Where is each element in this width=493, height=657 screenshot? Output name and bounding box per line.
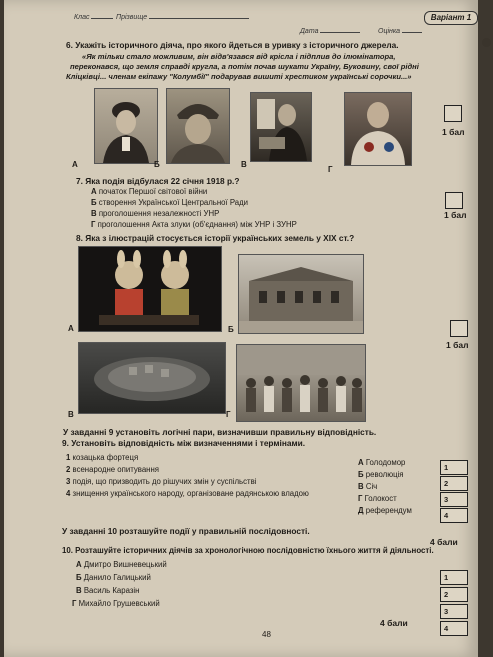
q6-label-a: А (72, 160, 78, 169)
q10-answer-grid (440, 570, 468, 642)
class-label: Клас (74, 14, 113, 21)
page-number: 48 (262, 630, 271, 639)
q10-answer-cell-1[interactable]: 1 (440, 570, 468, 585)
q9-term-e: Д референдум (358, 506, 412, 515)
q9-instruction: У завданні 9 установіть логічні пари, визначивши правильну відповідність. (63, 427, 377, 437)
q9-score: 4 бали (430, 537, 458, 547)
portrait-image-icon (167, 89, 229, 163)
q8-photo-b[interactable] (238, 254, 364, 334)
crowd-image-icon (237, 345, 365, 421)
q8-label-c: В (68, 410, 74, 419)
q7-option-b[interactable]: Б створення Української Центральної Ради (91, 198, 249, 207)
q9-term-b: Б революція (358, 470, 404, 479)
building-image-icon (239, 255, 363, 333)
q6-photo-b[interactable] (166, 88, 230, 164)
q10-option-d: Г Михайло Грушевський (72, 599, 160, 608)
q9-definition-2: 2 всенародне опитування (66, 465, 160, 474)
q6-title: 6. Укажіть історичного діяча, про якого йдеться в уривку з історичного джерела. (66, 40, 399, 50)
q9-definition-3: 3 подія, що призводить до рішучих змін у суспільстві (66, 477, 257, 486)
binder-hole (482, 38, 491, 47)
q6-photo-d[interactable] (344, 92, 412, 166)
q9-answer-cell-2[interactable]: 2 (440, 476, 468, 491)
q8-score: 1 бал (446, 340, 469, 350)
q8-photo-c[interactable] (78, 342, 226, 414)
q10-answer-cell-4[interactable]: 4 (440, 621, 468, 636)
model-image-icon (79, 343, 225, 413)
q8-photo-a[interactable] (78, 246, 222, 332)
grade-label: Оцінка (378, 28, 422, 35)
q9-answer-cell-1[interactable]: 1 (440, 460, 468, 475)
q10-option-c: В Василь Каразін (76, 586, 140, 595)
q9-term-a: А Голодомор (358, 458, 406, 467)
q6-quote-line-3: Кліцківці... членам екіпажу "Колумбії" подарував вишиті хрестиком українські сорочки...» (66, 72, 412, 81)
surname-label: Прізвище (116, 14, 249, 21)
q10-option-a: А Дмитро Вишневецький (76, 560, 167, 569)
puppets-image-icon (79, 247, 221, 331)
q9-title: 9. Установіть відповідність між визначеннями і термінами. (62, 438, 306, 448)
q8-answer-box[interactable] (450, 320, 468, 337)
q7-option-a[interactable]: А початок Першої світової війни (91, 187, 208, 196)
q9-term-d: Г Голокост (358, 494, 397, 503)
q10-instruction: У завданні 10 розташуйте події у правильній послідовності. (62, 526, 310, 536)
q10-option-b: Б Данило Галицький (76, 573, 151, 582)
portrait-image-icon (251, 93, 311, 161)
q6-score: 1 бал (442, 127, 465, 137)
portrait-image-icon (345, 93, 411, 165)
q8-label-a: А (68, 324, 74, 333)
q10-answer-cell-3[interactable]: 3 (440, 604, 468, 619)
q8-title: 8. Яка з ілюстрацій стосується історії українських земель у XIX ст.? (76, 233, 355, 243)
q9-answer-cell-3[interactable]: 3 (440, 492, 468, 507)
q7-option-c[interactable]: В проголошення незалежності УНР (91, 209, 220, 218)
q10-answer-cell-2[interactable]: 2 (440, 587, 468, 602)
q6-quote-line-2: переконався, що земля справді кругла, а потім почав шукати Україну, Буковину, свої рідні (70, 62, 419, 71)
q10-score: 4 бали (380, 618, 408, 628)
q9-answer-cell-4[interactable]: 4 (440, 508, 468, 523)
variant-badge: Варіант 1 (424, 11, 478, 25)
q6-quote-line-1: «Як тільки стало можливим, він відв'язався від крісла і підплив до ілюмінатора, (82, 52, 396, 61)
q7-option-d[interactable]: Г проголошення Акта злуки (об'єднання) між УНР і ЗУНР (91, 220, 297, 229)
q6-label-d: Г (328, 165, 333, 174)
q6-label-b: Б (154, 160, 160, 169)
q7-answer-box[interactable] (445, 192, 463, 209)
q8-label-d: Г (226, 410, 231, 419)
date-label: Дата (300, 28, 360, 35)
q6-label-c: В (241, 160, 247, 169)
q9-term-c: В Січ (358, 482, 378, 491)
q10-title: 10. Розташуйте історичних діячів за хронологічною послідовністю їхнього життя й діяльності. (62, 546, 434, 555)
worksheet-page (4, 0, 478, 657)
q8-photo-d[interactable] (236, 344, 366, 422)
q6-answer-box[interactable] (444, 105, 462, 122)
q8-label-b: Б (228, 325, 234, 334)
q9-definition-1: 1 козацька фортеця (66, 453, 139, 462)
q9-definition-4: 4 знищення українського народу, організоване радянською владою (66, 489, 309, 498)
portrait-image-icon (95, 89, 157, 163)
q7-title: 7. Яка подія відбулася 22 січня 1918 р.? (76, 176, 240, 186)
q7-score: 1 бал (444, 210, 467, 220)
q6-photo-c[interactable] (250, 92, 312, 162)
q6-photo-a[interactable] (94, 88, 158, 164)
q9-answer-grid (440, 460, 468, 532)
